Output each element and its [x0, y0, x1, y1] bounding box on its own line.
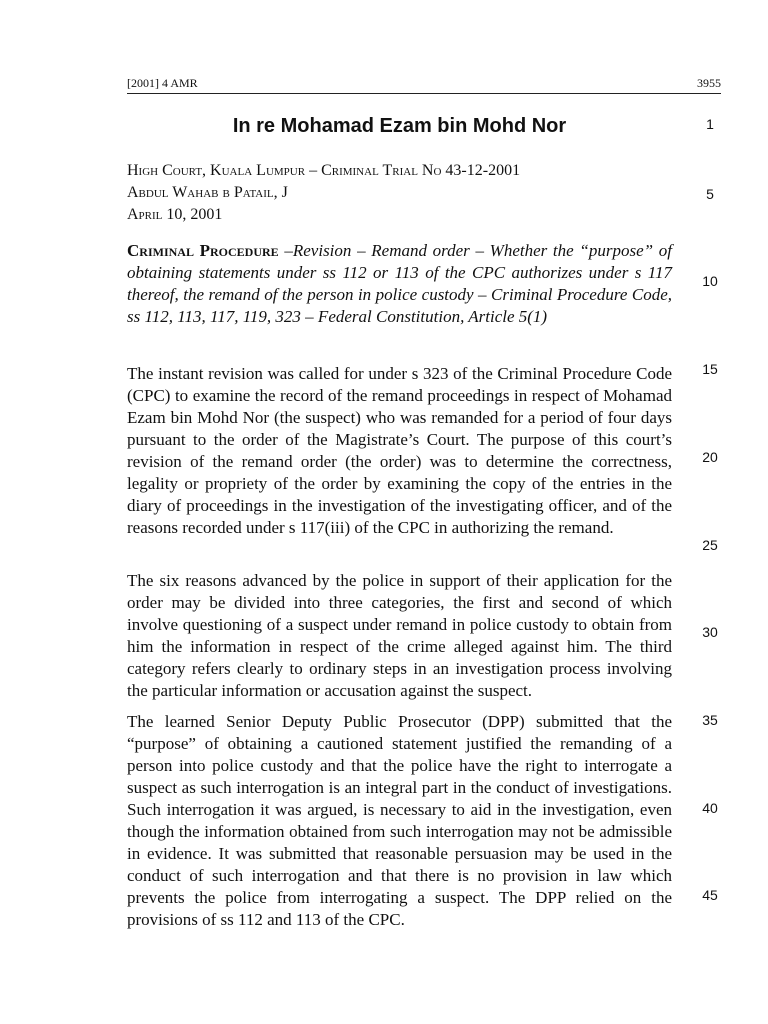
headnote-text: –Revision – Remand order – Whether the “purpose” of obtaining statements under ss 112 or 113 of the CPC authorizes under s 117 thereof, the remand of the person in police custody – Criminal Procedure Code, ss 112, 113, 117, 119, 323 – Federal Constitution, Article 5(1)	[127, 241, 672, 326]
running-header	[127, 76, 721, 92]
judge-line: Abdul Wahab b Patail, J	[127, 184, 288, 201]
page-number: 3955	[697, 76, 721, 90]
paragraph-2: The six reasons advanced by the police in support of their application for the order may be divided into three categories, the first and second of which involve questioning of a suspect under remand in police custody to obtain from him the information in respect of the crime alleged against him. The third category refers clearly to ordinary steps in an investigation process involving the particular information or accusation against the suspect.	[127, 571, 672, 700]
date-line: April 10, 2001	[127, 206, 223, 223]
line-number: 40	[702, 800, 718, 816]
line-number: 45	[702, 887, 718, 903]
line-number: 20	[702, 449, 718, 465]
headnote	[127, 240, 672, 328]
line-number: 10	[702, 273, 718, 289]
line-number: 35	[702, 712, 718, 728]
case-title: In re Mohamad Ezam bin Mohd Nor	[232, 115, 567, 137]
court-info	[127, 160, 672, 226]
court-line: High Court, Kuala Lumpur – Criminal Trial No 43-12-2001	[127, 162, 521, 179]
headnote-category: Criminal Procedure	[127, 241, 279, 260]
line-number: 1	[706, 116, 714, 132]
citation: [2001] 4 AMR	[127, 76, 198, 90]
line-number: 25	[702, 537, 718, 553]
header-rule	[127, 93, 721, 94]
line-number: 15	[702, 361, 718, 377]
line-number: 5	[706, 186, 714, 202]
paragraph-3: The learned Senior Deputy Public Prosecutor (DPP) submitted that the “purpose” of obtaining a cautioned statement justified the remanding of a person into police custody and that the police have the right to interrogate a suspect as such interrogation is an integral part in the conduct of investigations. Such interrogation it was argued, is necessary to aid in the investigation, even though the information obtained from such interrogation may not be admissible in evidence. It was submitted that reasonable persuasion may be used in the conduct of such interrogation and that there is no provision in law which prevents the police from interrogating a suspect. The DPP relied on the provisions of ss 112 and 113 of the CPC.	[127, 712, 672, 929]
paragraph-1: The instant revision was called for under s 323 of the Criminal Procedure Code (CPC) to examine the record of the remand proceedings in respect of Mohamad Ezam bin Mohd Nor (the suspect) who was remanded for a period of four days pursuant to the order of the Magistrate’s Court. The purpose of this court’s revision of the remand order (the order) was to determine the correctness, legality or propriety of the order by examining the copy of the entries in the diary of proceedings in the investigation of the investigating officer, and of the reasons recorded under s 117(iii) of the CPC in authorizing the remand.	[127, 364, 672, 537]
line-number: 30	[702, 624, 718, 640]
